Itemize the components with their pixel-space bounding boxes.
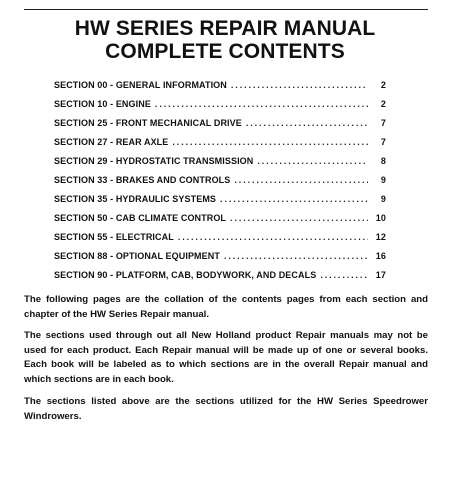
- toc-entry[interactable]: [54, 270, 386, 289]
- toc-dot-leader: [155, 99, 368, 109]
- toc-entry[interactable]: [54, 194, 386, 213]
- toc-entry-page: 9: [380, 175, 386, 185]
- toc-dot-leader: [231, 80, 368, 90]
- toc-entry-label: SECTION 00 - GENERAL INFORMATION: [54, 80, 227, 90]
- toc-entry-label: SECTION 10 - ENGINE: [54, 99, 151, 109]
- document-title-line-2: COMPLETE CONTENTS: [105, 40, 345, 63]
- toc-entry-page: 12: [375, 232, 386, 242]
- toc-entry[interactable]: [54, 251, 386, 270]
- toc-entry-page: 2: [380, 80, 386, 90]
- toc-dot-leader: [234, 175, 368, 185]
- toc-entry-label: SECTION 29 - HYDROSTATIC TRANSMISSION: [54, 156, 254, 166]
- toc-entry[interactable]: [54, 232, 386, 251]
- toc-dot-leader: [220, 194, 368, 204]
- toc-entry-page: 17: [375, 270, 386, 280]
- toc-entry[interactable]: [54, 213, 386, 232]
- toc-entry-page: 10: [375, 213, 386, 223]
- sections-explanation-paragraph: The sections used through out all New Holland product Repair manuals may not be used for each product. Each Repair manual will be made up of one or several books. Each book will be labeled as to which sections are in the overall Repair manual and which sections are in each book.: [24, 330, 428, 385]
- toc-entry[interactable]: [54, 137, 386, 156]
- toc-entry-label: SECTION 35 - HYDRAULIC SYSTEMS: [54, 194, 217, 204]
- top-rule: [24, 9, 428, 10]
- toc-entry-page: 16: [375, 251, 386, 261]
- document-title-line-1: HW SERIES REPAIR MANUAL: [74, 17, 376, 40]
- toc-entry[interactable]: [54, 99, 386, 118]
- toc-entry-page: 9: [380, 194, 386, 204]
- toc-entry[interactable]: [54, 156, 386, 175]
- toc-dot-leader: [224, 251, 368, 261]
- toc-entry-label: SECTION 25 - FRONT MECHANICAL DRIVE: [54, 118, 242, 128]
- toc-dot-leader: [230, 213, 368, 223]
- intro-paragraph: The following pages are the collation of the contents pages from each section and chapter of the HW Series Repair manual.: [24, 294, 428, 320]
- toc-entry-label: SECTION 90 - PLATFORM, CAB, BODYWORK, AND DECALS: [54, 270, 317, 280]
- table-of-contents: [54, 80, 386, 289]
- toc-entry-label: SECTION 55 - ELECTRICAL: [54, 232, 174, 242]
- toc-entry-label: SECTION 88 - OPTIONAL EQUIPMENT: [54, 251, 220, 261]
- toc-dot-leader: [178, 232, 368, 242]
- toc-entry-label: SECTION 27 - REAR AXLE: [54, 137, 169, 147]
- toc-entry-page: 7: [380, 137, 386, 147]
- toc-entry[interactable]: [54, 175, 386, 194]
- toc-dot-leader: [172, 137, 368, 147]
- toc-entry-label: SECTION 33 - BRAKES AND CONTROLS: [54, 175, 231, 185]
- toc-dot-leader: [257, 156, 368, 166]
- toc-entry-page: 8: [380, 156, 386, 166]
- toc-entry[interactable]: [54, 80, 386, 99]
- toc-entry-page: 7: [380, 118, 386, 128]
- sections-summary-paragraph: The sections listed above are the sections utilized for the HW Series Speedrower Windrowers.: [24, 396, 428, 422]
- toc-entry[interactable]: [54, 118, 386, 137]
- toc-dot-leader: [246, 118, 368, 128]
- toc-entry-page: 2: [380, 99, 386, 109]
- toc-dot-leader: [320, 270, 368, 280]
- toc-entry-label: SECTION 50 - CAB CLIMATE CONTROL: [54, 213, 227, 223]
